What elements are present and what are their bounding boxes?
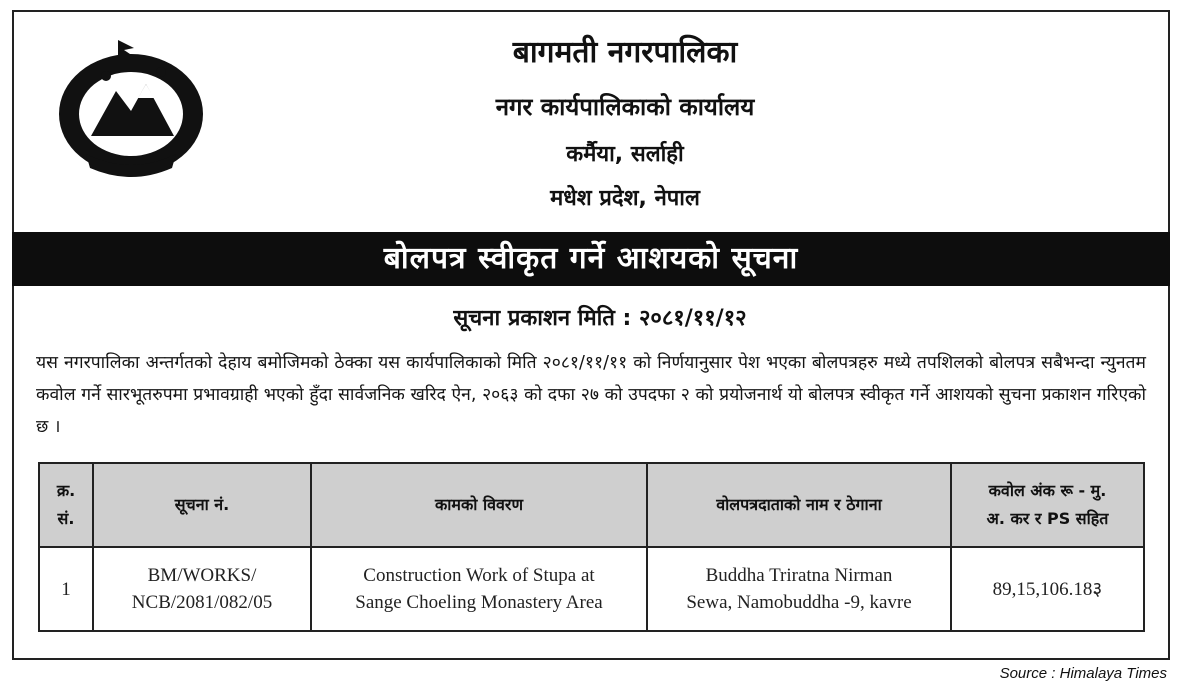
header-amount [951, 463, 1144, 547]
header-bidder: वोलपत्रदाताको नाम र ठेगाना [647, 463, 951, 547]
header-sn [39, 463, 93, 547]
cell-work-line1: Construction Work of Stupa at [363, 565, 595, 586]
header-sn-line2: सं. [57, 509, 75, 528]
header-notice-no: सूचना नं. [93, 463, 311, 547]
source-credit: Source : Himalaya Times [999, 665, 1167, 682]
publication-date: सूचना प्रकाशन मिति : २०८१/११/१२ [453, 306, 747, 331]
cell-work-line2: Sange Choeling Monastery Area [355, 592, 603, 613]
cell-notice-line1: BM/WORKS/ [147, 565, 257, 586]
notice-body-text: यस नगरपालिका अन्तर्गतको देहाय बमोजिमको ठेक्का यस कार्यपालिकाको मिति २०८१/११/११ को निर्णयानुसार पेश भएका बोलपत्रहरु मध्ये तपशिलको बोलपत्र सबैभन्दा न्युनतम कवोल गर्ने सारभूतरुपमा प्रभावग्राही भएको हुँदा सार्वजनिक खरिद ऐन, २०६३ को दफा २७ को उपदफा २ को प्रयोजनार्थ यो बोलपत्र स्वीकृत गर्ने आशयको सुचना प्रकाशन गरिएको छ । [36, 353, 1146, 437]
header-amount-line2: अ. कर र PS सहित [986, 509, 1109, 528]
cell-sn: 1 [39, 547, 93, 631]
nepal-emblem-icon [46, 36, 216, 186]
cell-work [311, 547, 647, 631]
notice-title-banner: बोलपत्र स्वीकृत गर्ने आशयको सूचना [12, 232, 1170, 286]
cell-bidder-line1: Buddha Triratna Nirman [705, 565, 893, 586]
province-country: मधेश प्रदेश, नेपाल [550, 186, 700, 211]
cell-amount: 89,15,106.18३ [951, 547, 1144, 631]
office-location: कर्मैया, सर्लाही [566, 142, 684, 167]
header-amount-line1: कवोल अंक रू - मु. [988, 481, 1107, 500]
cell-bidder [647, 547, 951, 631]
table-row [39, 547, 1144, 631]
header-sn-line1: क्र. [56, 481, 76, 500]
header-work: कामको विवरण [311, 463, 647, 547]
bid-table [38, 462, 1145, 632]
cell-notice-line2: NCB/2081/082/05 [131, 592, 273, 613]
office-name: नगर कार्यपालिकाको कार्यालय [495, 93, 755, 121]
municipality-name: बागमती नगरपालिका [512, 35, 738, 70]
cell-notice-no [93, 547, 311, 631]
table-header-row [39, 463, 1144, 547]
cell-bidder-line2: Sewa, Namobuddha -9, kavre [686, 592, 912, 613]
